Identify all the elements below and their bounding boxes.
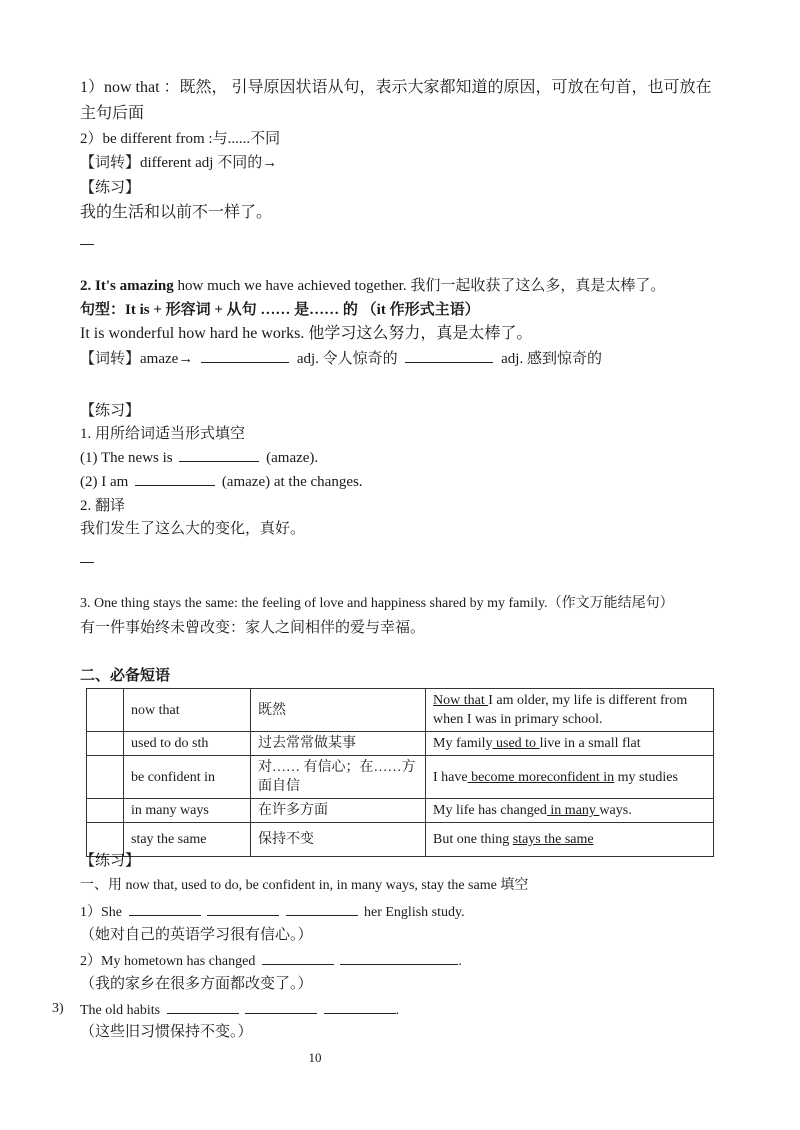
underlined-phrase: in many — [546, 803, 600, 818]
table-row — [87, 756, 714, 799]
fill-item-1 — [80, 447, 318, 468]
example-sentence: It is wonderful how hard he works. 他学习这么努力，真是太棒了。 — [80, 325, 533, 342]
note-be-different-from: 2）be different from :与......不同 — [80, 131, 281, 147]
page-number: 10 — [308, 1050, 322, 1065]
table-row — [87, 732, 714, 756]
blank-q3-b[interactable] — [245, 999, 317, 1014]
note-now-that-cont: 主句后面 — [80, 105, 145, 122]
blank-fill-2[interactable] — [135, 471, 215, 486]
blank-amaze-adj2[interactable] — [405, 348, 493, 363]
blank-q1-b[interactable] — [207, 901, 279, 916]
word-transform-amaze — [80, 348, 602, 369]
sentence-its-amazing — [80, 276, 665, 296]
word-transform-different: 【词转】different adj 不同的→ — [80, 155, 278, 171]
blank-q1-c[interactable] — [286, 901, 358, 916]
table-row — [87, 799, 714, 823]
note-now-that: 1）now that ：既然， 引导原因状语从句，表示大家都知道的原因，可放在句首，也可放在 — [80, 79, 712, 96]
answer-dash — [80, 244, 94, 245]
underlined-phrase: Now that — [433, 693, 489, 708]
underlined-phrase: become moreconfident in — [467, 769, 615, 785]
practice-instruction-1: 1. 用所给词适当形式填空 — [80, 426, 246, 442]
table-row — [87, 823, 714, 857]
example-cell: But one thing stays the same — [426, 823, 714, 857]
exercise-q2-cn: （我的家乡在很多方面都改变了。） — [80, 976, 313, 992]
transform-amaze-label: 【词转】amaze→ — [80, 351, 194, 367]
q3-pre: The old habits — [80, 1003, 161, 1018]
q1-pre: 1）She — [80, 905, 122, 920]
exercise-q3 — [80, 999, 399, 1021]
practice-label-2: 【练习】 — [80, 403, 141, 419]
example-cell: Now that I am older, my life is different from when I was in primary school. — [426, 689, 714, 732]
q3-post: . — [395, 1003, 400, 1018]
blank-fill-1[interactable] — [179, 447, 259, 462]
phrase-cell: in many ways — [124, 799, 251, 823]
phrase-cell: used to do sth — [124, 732, 251, 756]
meaning-cell: 在许多方面 — [251, 799, 426, 823]
exercise-q3-cn: （这些旧习惯保持不变。） — [80, 1024, 253, 1040]
sentence-pattern: 句型：It is + 形容词 + 从句 …… 是…… 的 （it 作形式主语） — [80, 302, 480, 318]
phrase-cell: now that — [124, 689, 251, 732]
blank-q3-a[interactable] — [167, 999, 239, 1014]
transform-adj1-meaning: adj. 令人惊奇的 — [296, 351, 398, 367]
meaning-cell: 保持不变 — [251, 823, 426, 857]
practice-sentence: 我的生活和以前不一样了。 — [80, 204, 273, 221]
phrase-cell: be confident in — [124, 756, 251, 799]
practice-label: 【练习】 — [80, 180, 141, 196]
blank-q2-a[interactable] — [262, 950, 334, 965]
phrases-table — [86, 688, 714, 857]
fill-item-2-pre: (2) I am — [80, 474, 129, 490]
underlined-phrase: stays the same — [512, 832, 594, 847]
exercise-q2 — [80, 950, 462, 972]
sentence-one-thing: 3. One thing stays the same: the feeling of love and happiness shared by my family.（作文万能结尾句） — [80, 596, 674, 611]
meaning-cell: 对…… 有信心；在……方面自信 — [251, 756, 426, 799]
sentence-its-amazing-rest: how much we have achieved together. 我们一起收获了这么多，真是太棒了。 — [173, 278, 666, 294]
fill-item-2-post: (amaze) at the changes. — [221, 474, 363, 490]
translate-sentence: 我们发生了这么大的变化，真好。 — [80, 521, 306, 537]
example-cell: I have become moreconfident in my studies — [426, 756, 714, 799]
q2-post: . — [458, 954, 462, 969]
q2-pre: 2）My hometown has changed — [80, 954, 256, 969]
blank-q3-c[interactable] — [324, 999, 396, 1014]
sentence-one-thing-cn: 有一件事始终未曾改变：家人之间相伴的爱与幸福。 — [80, 620, 426, 636]
q1-post: her English study. — [364, 905, 465, 920]
blank-amaze-adj1[interactable] — [201, 348, 289, 363]
sentence-its-amazing-bold: 2. It's amazing — [80, 278, 174, 294]
section-title-phrases: 二、必备短语 — [80, 668, 171, 684]
exercise-q1-cn: （她对自己的英语学习很有信心。） — [80, 927, 313, 943]
meaning-cell: 过去常常做某事 — [251, 732, 426, 756]
exercise-instruction: 一、用 now that, used to do, be confident in, in many ways, stay the same 填空 — [80, 878, 529, 893]
exercise-q1 — [80, 901, 465, 923]
exercise-q3-number: 3) — [52, 1001, 64, 1016]
exercise-label: 【练习】 — [80, 853, 141, 869]
example-cell: My family used to live in a small flat — [426, 732, 714, 756]
answer-dash-2 — [80, 562, 94, 563]
practice-instruction-2: 2. 翻译 — [80, 498, 126, 514]
transform-adj2-meaning: adj. 感到惊奇的 — [501, 351, 602, 367]
fill-item-2 — [80, 471, 363, 492]
table-row — [87, 689, 714, 732]
underlined-phrase: used to — [492, 736, 540, 751]
blank-q1-a[interactable] — [129, 901, 201, 916]
fill-item-1-post: (amaze). — [266, 450, 319, 466]
meaning-cell: 既然 — [251, 689, 426, 732]
fill-item-1-pre: (1) The news is — [80, 450, 173, 466]
phrase-cell: stay the same — [124, 823, 251, 857]
example-cell: My life has changed in many ways. — [426, 799, 714, 823]
blank-q2-b[interactable] — [340, 950, 458, 965]
